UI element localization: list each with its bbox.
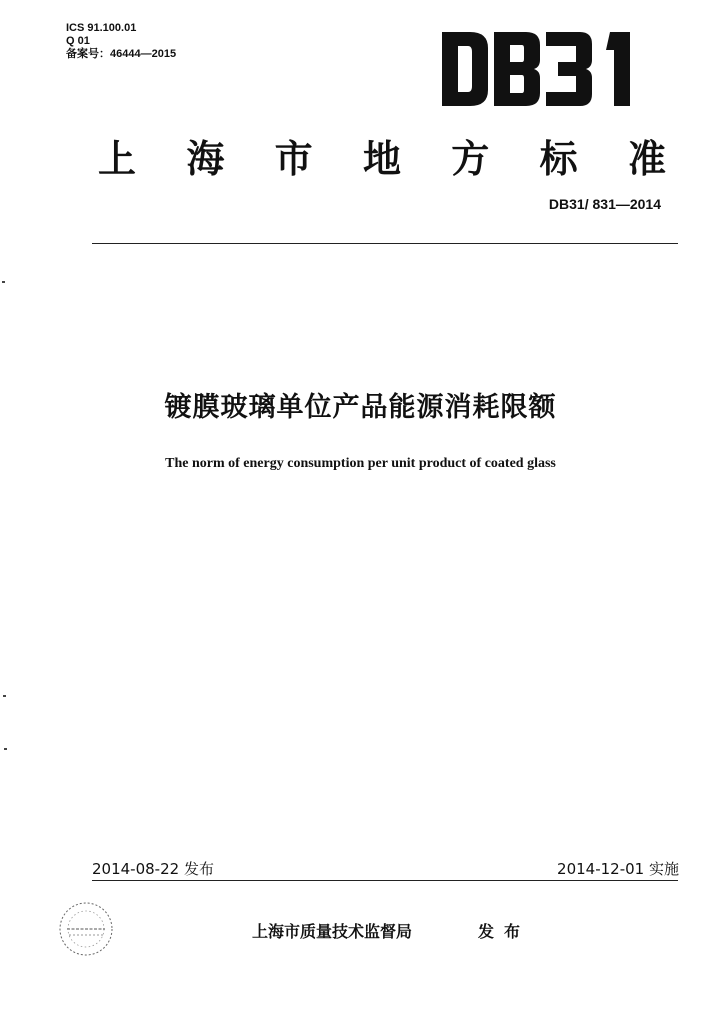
document-title-chinese: 镀膜玻璃单位产品能源消耗限额 (164, 392, 557, 423)
metadata-block (66, 22, 176, 61)
category-code: Q 01 (66, 35, 90, 47)
db31-logo (440, 30, 645, 108)
header-divider (92, 243, 678, 244)
filing-number: 备案号：46444—2015 (66, 48, 177, 60)
scan-speck (4, 748, 7, 750)
title-char: 海 (186, 136, 225, 181)
scan-speck (3, 695, 6, 697)
standard-type-title (92, 128, 672, 183)
registration-stamp (55, 898, 117, 960)
publish-date: 2014-08-22 发布 (92, 860, 214, 878)
title-char: 市 (274, 136, 313, 181)
issue-label: 发布 (478, 922, 531, 941)
ics-code: ICS 91.100.01 (66, 22, 137, 34)
title-char: 标 (539, 136, 578, 181)
standard-number: DB31/ 831—2014 (548, 196, 661, 212)
title-char: 准 (627, 136, 666, 181)
title-char: 方 (451, 136, 490, 181)
implement-date: 2014-12-01 实施 (557, 860, 679, 878)
footer-divider (92, 880, 678, 881)
title-char: 上 (97, 136, 136, 181)
scan-speck (2, 281, 5, 283)
document-title-english: The norm of energy consumption per unit product of coated glass (165, 456, 556, 471)
title-char: 地 (362, 136, 401, 181)
issuing-authority: 上海市质量技术监督局 (252, 922, 413, 941)
